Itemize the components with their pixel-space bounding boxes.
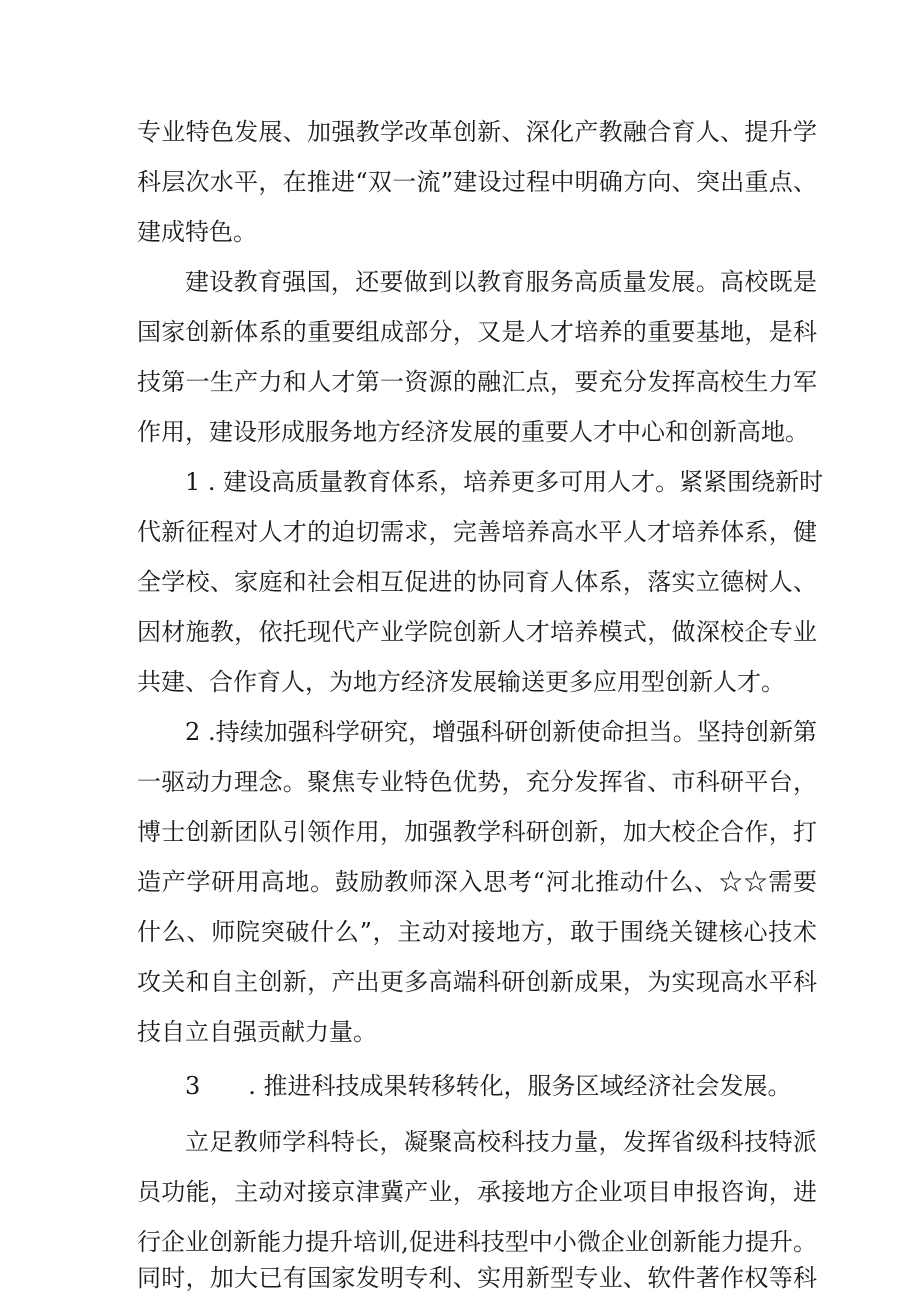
text-line: 同时，加大已有国家发明专利、实用新型专业、软件著作权等科 — [137, 1264, 817, 1292]
text-line: 建设教育强国，还要做到以教育服务高质量发展。高校既是 — [185, 268, 817, 296]
text-line: 代新征程对人才的迫切需求，完善培养高水平人才培养体系，健 — [137, 518, 817, 546]
section-heading: 3 . 推进科技成果转移转化，服务区域经济社会发展。 — [185, 1072, 792, 1100]
text-line: 攻关和自主创新，产出更多高端科研创新成果，为实现高水平科 — [137, 968, 817, 996]
text-line: 造产学研用高地。鼓励教师深入思考“河北推动什么、☆☆需要 — [137, 868, 817, 896]
text-line: 员功能，主动对接京津冀产业，承接地方企业项目申报咨询，进 — [137, 1178, 817, 1206]
text-line: 技第一生产力和人才第一资源的融汇点，要充分发挥高校生力军 — [137, 368, 817, 396]
text-line: 立足教师学科特长，凝聚高校科技力量，发挥省级科技特派 — [185, 1128, 817, 1156]
text-line: 作用，建设形成服务地方经济发展的重要人才中心和创新高地。 — [137, 418, 809, 446]
text-line: 2 .持续加强科学研究，增强科研创新使命担当。坚持创新第 — [185, 718, 817, 746]
text-line: 科层次水平，在推进“双一流”建设过程中明确方向、突出重点、 — [137, 168, 817, 196]
text-line: 1 . 建设高质量教育体系，培养更多可用人才。紧紧围绕新时 — [185, 468, 824, 496]
text-line: 行企业创新能力提升培训,促进科技型中小微企业创新能力提升。 — [137, 1228, 817, 1256]
text-line: 博士创新团队引领作用，加强教学科研创新，加大校企合作，打 — [137, 818, 817, 846]
text-line: 技自立自强贡献力量。 — [137, 1018, 377, 1046]
text-line: 专业特色发展、加强教学改革创新、深化产教融合育人、提升学 — [137, 118, 817, 146]
text-line: 什么、师院突破什么”，主动对接地方，敢于围绕关键核心技术 — [137, 918, 817, 946]
text-line: 一驱动力理念。聚焦专业特色优势，充分发挥省、市科研平台， — [137, 768, 817, 796]
text-line: 共建、合作育人，为地方经济发展输送更多应用型创新人才。 — [137, 668, 785, 696]
text-line: 因材施教，依托现代产业学院创新人才培养模式，做深校企专业 — [137, 618, 817, 646]
text-line: 国家创新体系的重要组成部分，又是人才培养的重要基地，是科 — [137, 318, 817, 346]
text-line: 建成特色。 — [137, 218, 257, 246]
text-line: 全学校、家庭和社会相互促进的协同育人体系，落实立德树人、 — [137, 568, 817, 596]
